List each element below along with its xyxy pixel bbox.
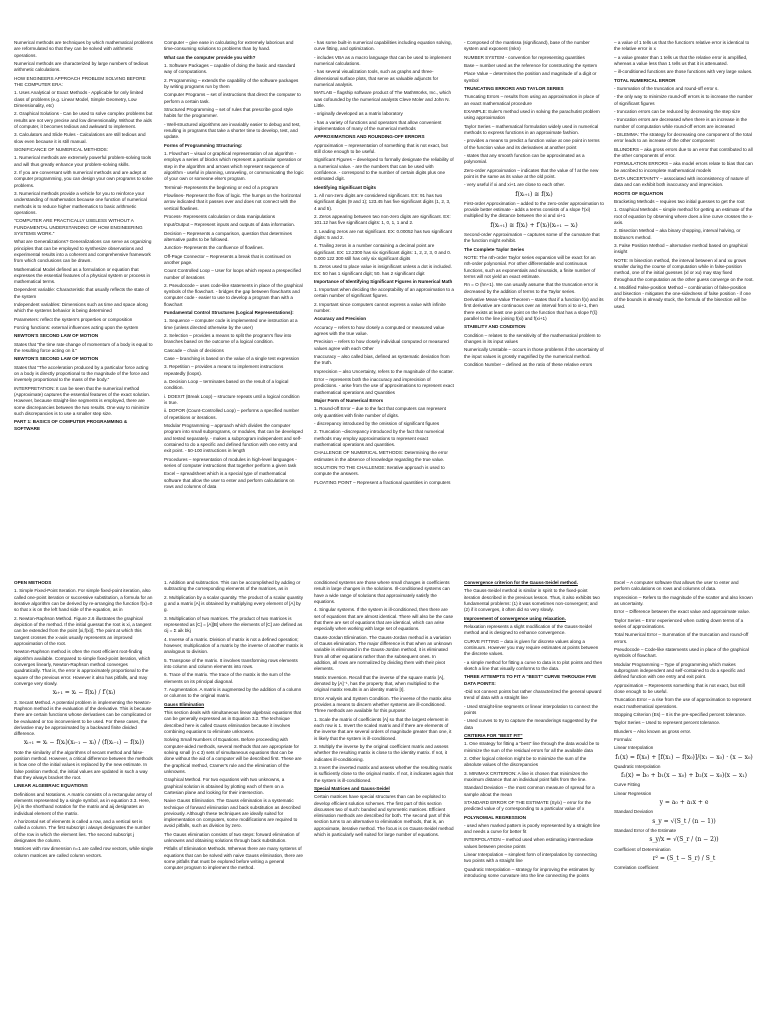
paragraph: Independent variables: Dimensions such as time and space along which the systems behavior is being determined	[14, 302, 148, 314]
paragraph: NEWTON'S SECOND LAW OF MOTION	[14, 356, 99, 362]
paragraph: Excel – spreadsheet which is a special type of mathematical software that allow the user to enter and perform calculations on rows and columns of data	[164, 471, 295, 490]
paragraph: OPEN METHODS	[14, 580, 52, 585]
paragraph: Rn = O (hn+1). We can usually assume that the truncation error is decreased by the addition of terms to the Taylor series.	[464, 282, 598, 294]
paragraph: States that "the time rate change of momentum of a body is equal to the resulting force acting on it."	[14, 341, 153, 354]
paragraph: NOTE: In bisection method, the interval between xl and xu grows smaller during the course of computation while in false-position method, one of the initial guesses (xl or xu) may stay fixed throughout the computation as the other guess converge on the root.	[614, 257, 754, 282]
paragraph: INTERPRETATION: It can be seen that the numerical method (Approximate) captures the essential features of the exact solution. However, because straight-line segments is employed, there are some discrepancies between the two results. One way to minimize such discrepancies is to use a smaller step size.	[14, 385, 151, 417]
paragraph: Second-order Approximation – captures some of the curvature that the function might exhibit.	[464, 232, 600, 244]
paragraph: 1. Important when deciding the acceptability of an approximation to a certain number of significant figures.	[314, 287, 454, 299]
column-5	[614, 580, 754, 1020]
paragraph: What can the computer provide you with?	[164, 54, 256, 60]
paragraph: Condition – relates to the sensitivity of the mathematical problem to changes in its input values	[464, 332, 601, 344]
paragraph: Derivative Mean-Value Theorem – states that if a function f(x) and its first derivative are continuous over an interval from xi to xi+1, then there exists at least one point on the function that has a slope f′(ξ) parallel to the line joining f(xi) and f(xi+1)	[464, 297, 604, 322]
paragraph: - includes VBA as a macro language that can be used to implement numerical calculations.	[314, 54, 451, 66]
paragraph: Certain matrices have special structures than can be exploited to develop efficient solution schemes. The first part of this section discusses two of such: banded and symmetric matrices. Efficient elimination methods are described for both. The second part of this section turns to an alternative to elimination methods, that is, an approximate, iterative method. The focus is on Gauss-Seidel method which is particularly well suited for large number of equations.	[314, 794, 454, 838]
column-4	[464, 40, 604, 580]
paragraph: Improvement of convergence using relaxation.	[464, 615, 566, 621]
paragraph: 2. Multiply the inverse by the original coefficient matrix and assess whether the resulting matrix is close to the identity matrix. If not, it indicates ill-conditioning.	[314, 743, 449, 762]
paragraph: 1. Sequence – computer code is implemented one instruction at a time (unless directed otherwise by the user)	[164, 318, 298, 330]
paragraph: Coefficient of Determination	[614, 846, 671, 852]
paragraph: BLUNDERS – aka gross errors due to an error that contributed to all the other components of error.	[614, 146, 753, 158]
paragraph: - truncation errors are decreased when there is an increase in the number of computation while round-off errors are increased	[614, 117, 748, 129]
paragraph: 2. Newton-Raphson Method. Figure 2.6 illustrates the graphical depiction of the method. If the initial guessat the root is xi, a tangent can be extended from the point [xi,f(xi)]. The point at which this tangent crosses the x-axis usually represents an improved approximation of the root.	[14, 615, 152, 646]
paragraph: 1. Round-off Error – due to the fact that computers can represent only quantities with finite number of digits.	[314, 406, 446, 418]
paragraph: Mathematical Model defined as a formulation or equation that expresses the essential features of a physical system or process in mathematical terms.	[14, 266, 151, 285]
paragraph: - DILEMMA: The strategy for decreasing one component of the total error leads to an increase of the other component	[614, 131, 752, 144]
paragraph: STABILITY AND CONDITION	[464, 324, 526, 330]
paragraph: Procedures – representation of modules in high-level languages - series of computer instructions that together perform a given task	[164, 456, 297, 469]
paragraph: States that "The acceleration produced by a particular force acting on a body is directly proportional to the magnitude of the force and inversely proportional to the mass of the body."	[14, 364, 149, 383]
paragraph: Numerically Unstable – occurs in those problems if the uncertainty of the input values is grossly magnified by the numerical method.	[464, 347, 604, 359]
paragraph: a. Decision Loop – terminates based on the result of a logical condition.	[164, 379, 289, 391]
paragraph: TRUNCATING ERRORS AND TAYLOR SERIES	[464, 85, 564, 91]
paragraph: - has several visualization tools, such as graphs and three-dimensional surface plots, that serve as valuable adjuncts for numerical analysis.	[314, 69, 439, 87]
paragraph: Error – represents both the inaccuracy and imprecision of predictions. - arise from the use of approximations to represent exact mathematical operations and Quantities	[314, 377, 454, 395]
paragraph: conditioned systems are those where small changes in coefficients result in large changes in the solutions. Ill-conditioned systems can have a wide range of solutions that approximately satisfy the equations.	[314, 580, 450, 604]
paragraph: Cascade – chain of decisions	[164, 347, 224, 353]
paragraph: Excel – A computer software that allows the user to enter and perform calculations on rows and columns of data.	[614, 580, 739, 592]
paragraph: 2. Multiplication by a scalar quantity. The product of a scalar quantity g and a matrix [A] is obtained by multiplying every element of [A] by g.	[164, 594, 303, 613]
paragraph: 7. Augmentation. A matrix is augmented by the addition of a column or columns to the original matrix.	[164, 686, 302, 699]
paragraph: The Gauss elimination consists of two steps: forward elimination of unknowns and obtaining solutions through back substitution.	[164, 831, 300, 844]
paragraph: - has some built-in numerical capabilities including equation solving, curve fitting, and optimization.	[314, 40, 452, 52]
paragraph: - a simple method for fitting a curve to data is to plot points and then sketch a line that visually conforms to the data.	[464, 659, 603, 671]
bottom-section	[14, 580, 754, 1020]
paragraph: 3. Calculators and Slide Rules - Calculations are still tedious and slow even because it is still manual.	[14, 132, 146, 144]
paragraph: -Did not connect points but rather characterized the general upward trend of data with a straight line	[464, 688, 602, 701]
paragraph: Newton-Raphson method is often the most efficient root-finding algorithm available. Compared to simple fixed-point iteration, which converges linearly, Newton-Raphson method converges quadratically. That is, the error is approximately proportional to the square of the previous error. However it also has pitfalls, and may converge very slowly.	[14, 649, 151, 686]
paragraph: 2. Important since computers cannot express a value with infinite number.	[314, 301, 446, 314]
paragraph: Bracketing Methods – requires two initial guesses to get the root	[614, 198, 745, 204]
paragraph: – a value of 1 tells us that the function's relative error is identical to the relative error in x	[614, 40, 750, 52]
paragraph: Base – number used as the reference for constructing the system	[464, 62, 598, 68]
paragraph: Dependent variable: Characteristic that usually reflects the state of the system	[14, 287, 150, 299]
paragraph: 3. Repetition – provides a means to implement instructions repeatedly (loops).	[164, 364, 284, 376]
column-3	[314, 580, 454, 1020]
paragraph: Imprecision – Refers to the magnitude of the scatter and also known as uncertainty.	[614, 594, 753, 606]
paragraph: - used when marked pattern is poorly represented by a straight line and needs a curve for better fit	[464, 822, 601, 835]
paragraph: ROOTS OF EQUATION	[614, 190, 664, 196]
paragraph: Quadratic Interpolation – strategy for improving the estimates by introducing some curvature into the line connecting the points	[464, 866, 595, 879]
paragraph: NUMBER SYSTEM - convention for representing quantities	[464, 54, 585, 60]
paragraph: Taylor Series – mathematical formulation widely used in numerical methods to express functions in an approximate fashion.	[464, 123, 599, 135]
paragraph: Identifying Significant Digits	[314, 184, 377, 190]
paragraph: INTERPOLATION – method used when estimating intermediate values between precise points	[464, 837, 594, 849]
paragraph: Curve Fitting	[614, 782, 641, 788]
paragraph: Truncation Error – a rise from the use of approximation to represent exact mathematical operations.	[614, 697, 752, 709]
paragraph: 1. Flowchart – visual or graphical representation of an algorithm - employs a series of blocks which represent a particular operation or step in the algorithm and arrows which represent sequence of algorithm - useful in planning, unraveling, or communicating the logic of your own or someone else's program.	[164, 150, 304, 182]
paragraph: - Used curves to try to capture the meanderings suggested by the data	[464, 718, 598, 730]
column-2	[164, 580, 304, 1020]
paragraph: Significant Figures – developed to formally designate the reliability of a numerical value. - are the numbers that can be used with confidence. - correspond to the number of certain digits plus one estimated digit.	[314, 157, 454, 182]
paragraph: 2. Selection – provides a means to split the program's flow into branches based on the outcome of a logical condition.	[164, 333, 292, 345]
paragraph: Special Matrices and Gauss-Seidel	[314, 785, 390, 791]
paragraph: THREE ATTEMPTS TO FIT A "BEST" CURVE THROUGH FIVE DATA POINTS:	[464, 674, 597, 686]
paragraph: 1. Simple Fixed-Point Iteration. For simple fixed-point iteration, also called one-point iteration or successive substitution, a formula for an iterative algorithm can be derived by re-arranging the function f(x)=0 so that x is on the left hand side of the equation, as in	[14, 588, 153, 613]
paragraph: - the only way to minimize round-off errors is to increase the number of significant figures	[614, 94, 753, 106]
paragraph: - provides a means to predict a function value at one point in terms of the function value and its derivatives at another point	[464, 138, 600, 150]
paragraph: i. DOEXIT (Break Loop) – structure repeats until a logical condition is true.	[164, 393, 300, 406]
paragraph: MATLAB – flagship software product of The MathWorks, Inc., which was cofounded by the numerical analysts Cleve Moler and John N. Little.	[314, 90, 452, 108]
paragraph: Condition Number – defined as the ratio of these relative errors	[464, 361, 593, 367]
paragraph: The Gauss-Seidel method is similar in spirit to the fixed-point iteration described in the previous lesson. Thus, it also exhibits two fundamental problems: (1) it was sometimes non-convergent; and (2) if it converges, it often did so very slowly.	[464, 588, 600, 613]
paragraph: 2. Graphical Solutions - Can be used to solve complex problems but results are not very precise and low dimensionality. Without the aids of computer, it becomes tedious and awkward to implement.	[14, 111, 153, 129]
paragraph: First-order Approximation – added to the zero-order approximation to provide better estimate - adds a terms consists of a slope f′(xi) multiplied by the distance between the xi and xi+1	[464, 200, 604, 219]
paragraph: Gauss-Jordan Elimination. The Gauss-Jordan method is a variation of Gauss elimination. The major difference is that when an unknown variable is eliminated in the Gauss-Jordan method, it is eliminated from all other equations rather than the subsequent ones. In addition, all rows are normalized by dividing them with their pivot elements.	[314, 634, 452, 672]
paragraph: Pitfalls of Elimination Methods. Whereas there are many systems of equations that can be solved with naive Gauss elimination, there are some pitfalls that must be explored before writing a general computer program to implement the method.	[164, 846, 303, 871]
paragraph: Correlation coefficient	[614, 865, 659, 871]
paragraph: Convergence criterion for the Gauss-Seidel method.	[464, 580, 578, 585]
paragraph: - Well-structured algorithms are invariably easier to debug and test, resulting in programs that take a shorter time to develop, test, and update.	[164, 121, 301, 140]
paragraph: 2. Truncation –discrepancy introduced by the fact that numerical methods may employ approximations to represent exact mathematical operations and quantities.	[314, 429, 445, 448]
paragraph: Note the similarity of the algorithms of secant method and false-position method. However, a critical difference between the methods is how one of the initial values is replaced by the new estimate. In false position method, the initial values are updated in such a way that they always bracket the root.	[14, 749, 153, 781]
paragraph: Count Controlled Loop – User for loops which repeat a prespecified number of iterations	[164, 268, 301, 280]
paragraph: 3. Leading zeros are not significant. EX: 0.00052 has two significant digits: 5 and 2.	[314, 228, 452, 240]
column-4	[464, 580, 604, 1020]
paragraph: Naive Gauss Elimination. The Gauss elimination is a systematic technique of forward elimination and back substitution as described previously. Although these techniques are ideally suited for implementation on computers, some modifications are required to avoid pitfalls, such as division by zero.	[164, 798, 301, 829]
column-3	[314, 40, 454, 580]
paragraph: What are Generalizations? Generalizations can serve as organizing principles that can be employed to synthesize observations and experimental results into a coherent and comprehensive framework from which conclusions can be drawn.	[14, 239, 152, 264]
paragraph: 2. Programming – extends the capability of the software packages by writing programs run by them	[164, 77, 299, 89]
paragraph: 2. Other logical criterion might be to minimize the sum of the absolute values of the discrepancies	[464, 755, 587, 768]
paragraph: Junction- Represents the confluence of flowlines.	[164, 245, 264, 251]
paragraph: CHALLENGE OF NUMERICAL METHODS: Determining the error estimates in the absence of knowledge regarding the true value.	[314, 450, 448, 462]
paragraph: SOLUTION TO THE CHALLENGE: Iterative approach is used to compute the answers.	[314, 465, 445, 477]
column-5	[614, 40, 754, 580]
paragraph: Input/Output – Represent inputs and outputs of data information.	[164, 222, 296, 228]
paragraph: 2. If you are conversant with numerical methods and are adept at computer programming, you can design your own programs to solve problems.	[14, 169, 153, 188]
column-1	[14, 40, 154, 580]
paragraph: Pseudocode – Code-like statements used in place of the graphical symbols of flowchart.	[614, 646, 749, 659]
paragraph: PART 1: BASICS OF COMPUTER PROGRAMMING & SOFTWARE	[14, 419, 128, 431]
paragraph: – a value greater than 1 tells us that the relative error is amplified, whereas a value less than 1 tells us that it is attenuated.	[614, 54, 748, 66]
formula: s_y = √(S_t / (n − 1))	[652, 817, 716, 825]
paragraph: Parameters: reflect the system's properties or composition	[14, 316, 133, 322]
paragraph: Approximation – Represents something that is not exact, but still close enough to be useful.	[614, 682, 745, 694]
top-section	[14, 40, 754, 580]
formula: xᵢ₊₁ = xᵢ − f(xᵢ)(xᵢ₋₁ − xᵢ) / (f(xᵢ₋₁) − f(xᵢ))	[23, 739, 145, 747]
paragraph: NEWTON'S SECOND LAW OF MOTION	[14, 333, 99, 339]
paragraph: Error – Difference between the exact value and approximate value.	[614, 609, 751, 615]
paragraph: Taylor Series – Error experienced when cutting down terms of a series of approximations.	[614, 617, 744, 629]
paragraph: 3. Invert the inverted matrix and assess whether the resulting matrix is sufficiently close to the original matrix. If not, it indicates again that the system is ill-conditioned.	[314, 764, 454, 783]
paragraph: Standard Error of the Estimate	[614, 827, 677, 833]
paragraph: Stopping Criterion (Es) – It is the pre-specified percent tolerance.	[614, 711, 747, 717]
paragraph: - truncation errors can be reduced by decreasing the step size	[614, 108, 741, 114]
formula: f(xᵢ₊₁) ≅ f(xᵢ)	[515, 190, 553, 198]
paragraph: Accuracy – refers to how closely a computed or measured value agrees with the true value.	[314, 324, 445, 337]
paragraph: Gauss Elimination	[164, 701, 205, 707]
paragraph: POLYNOMIAL REGRESSION	[464, 814, 527, 820]
paragraph: CRITERIA FOR "BEST FIT"	[464, 732, 523, 738]
paragraph: STANDARD ERROR OF THE ESTIMATE (Sy/x) – error for the predicted value of y corresponding to a particular value of x	[464, 799, 592, 812]
paragraph: Zero-order Approximation – indicates that the value of f at the new point is the same as its value at the old point.	[464, 167, 599, 179]
paragraph: 1. One strategy for fitting a "best" line through the data would be to minimize the sum of the residual errors for all the available data	[464, 741, 600, 753]
paragraph: - Summation of the truncation and round-off error s.	[614, 85, 719, 91]
paragraph: Case – branching is based on the value of a single test expression	[164, 356, 300, 362]
paragraph: 1. Graphical Methods – simple method for getting an estimate of the root of equation by observing where does a line curve crosses the x-axis.	[614, 207, 753, 225]
paragraph: 3. Multiplication of two matrices. The product of two matrices is represented as [C] = [A][B] where the elements of [C] are defined as cij = Σ aik bkj	[164, 615, 303, 634]
paragraph: 4. Singular systems. If the system is ill-conditioned, then there are set of equations that are almost identical. There will also be the case that there are set of equations that are identical, which can arise especially when working with large set of equations.	[314, 607, 454, 632]
paragraph: CURVE FITTING – data is given for discrete values along a continuum. However you may require estimates at points between the discrete values.	[464, 638, 599, 657]
paragraph: NOTE: The nth-order Taylor series expansion will be exact for an nth-order polynomial. For other differentiable and continuous functions, such as exponentials and sinusoids, a finite number of terms will not yield an exact estimate.	[464, 255, 596, 280]
paragraph: LINEAR ALGEBRAIC EQUATIONS	[14, 783, 88, 789]
paragraph: Graphical Method. For two equations with two unknowns, a graphical solution is obtained by plotting each of them on a Cartesian plane and looking for their intersection.	[164, 777, 285, 795]
paragraph: Place Value – determines the position and magnitude of a digit or symbol	[464, 71, 597, 83]
paragraph: – ill-conditioned functions are those functions with very large values.	[614, 69, 753, 75]
paragraph: 3. False Position Method – alternative method based on graphical insight	[614, 242, 748, 255]
paragraph: Numerical methods are characterized by large numbers of tedious arithmetic calculations.	[14, 60, 149, 73]
paragraph: 3. Numerical methods provide a vehicle for you to reinforce your understanding of mathematics because one function of numerical methods is to reduce higher mathematics to basic arithmetic operations.	[14, 190, 147, 215]
paragraph: 3. MINIMAX CRITERION: A line is chosen that minimizes the maximum distance that an individual point falls from the line.	[464, 770, 588, 782]
paragraph: TOTAL NUMERICAL ERROR	[614, 77, 676, 83]
column-1	[14, 580, 154, 1020]
paragraph: Linear Interpolation	[614, 745, 654, 751]
paragraph: Process- Represents calculation or data manipulations	[164, 213, 276, 219]
formula: y = a₀ + a₁x + e	[659, 799, 709, 807]
paragraph: Decision – Represents a comparison, question that determines alternative paths to be followed.	[164, 230, 292, 242]
paragraph: 1. Software Packages – capable of doing the basic and standard way of computations.	[164, 62, 296, 75]
paragraph: Linear Regression	[614, 790, 652, 796]
paragraph: Off-Page Connector – Represents a break that is continued on another page.	[164, 253, 292, 265]
formula: f₁(x) = f(x₀) + [f(x₁) − f(x₀)]/(x₁ − x₀) · (x − x₀)	[615, 753, 753, 761]
paragraph: SIGNIFICANCE OF NUMERICAL METHODS:	[14, 146, 109, 152]
paragraph: The Complete Taylor Series	[464, 246, 525, 252]
paragraph: - Composed of the mantissa (significand), base of the number system and exponent (mkn)	[464, 40, 590, 52]
paragraph: Computer Programs – set of instructions that direct the computer to perform a certain task.	[164, 92, 301, 104]
paragraph: 4. Trailing zeros in a number containing a decimal point are significant. EX: 12.2300 has six significant digits: 1, 2, 2, 3, 0 and 0. 0.000 122 300 still has only six significant digits	[314, 243, 452, 261]
paragraph: 4. Modified False-position Method – combination of false-position and bisection - mitigates the one-sidedness of false position - if one of the bounds is already stuck, the formula of the bisection will be used.	[614, 284, 751, 309]
formula: f(xᵢ₊₁) ≅ f(xᵢ) + f′(xᵢ)(xᵢ₊₁ − xᵢ)	[490, 221, 578, 229]
paragraph: Computer – give ease in calculating for extremely laborious and time-consuming solutions to problems than by hand.	[164, 40, 294, 52]
paragraph: - discrepancy introduced by the omission of significant figures	[314, 421, 440, 427]
paragraph: Major Form of Numerical Errors	[314, 398, 384, 404]
paragraph: Imprecision – also Uncertainty, refers to the magnitude of the scatter.	[314, 368, 454, 374]
formula: xᵢ₊₁ = xᵢ − f(xᵢ) / f′(xᵢ)	[52, 689, 116, 697]
paragraph: Total Numerical Error – Summation of the truncation and round-off errors.	[614, 632, 749, 644]
paragraph: Modular Programming – Type of programming which makes subprogram independent and self-contained to do a specific and defined function with one entry and exit point.	[614, 661, 745, 680]
paragraph: 3. Secant Method. A potential problem in implementing the Newton-Raphson method is the evaluation of the derivative. This is because there are certain functions whose derivatives can be complicated or be evaluated or too inconvenient to be used. For these cases, the derivative may be approximated by a backward finite divided difference.	[14, 699, 152, 737]
paragraph: Terminal- Represents the beginning or end of a program	[164, 184, 279, 190]
paragraph: FLOATING POINT – Represent a fractional quantities in computers	[314, 479, 451, 485]
paragraph: Approximation – representation of something that is not exact, but still close enough to be useful.	[314, 142, 448, 154]
paragraph: - very useful if xi and xi+1 are close to each other.	[464, 182, 565, 188]
paragraph: Numerical methods are techniques by which mathematical problems are reformulated so that they can be solved with arithmetic operations.	[14, 40, 153, 58]
paragraph: 1. Uses Analytical or Exact Methods - Applicable for only limited class of problems (e.g. Linear Model, Simple Geometry, Low Dimensionality, etc)	[14, 90, 144, 108]
paragraph: Relaxation represents a slight modification of the Gauss-Seidel method and is designed to enhance convergence.	[464, 623, 592, 636]
paragraph: Error Analysis and System Condition. The inverse of the matrix also provides a means to discern whether systems are ill-conditioned. Three methods are available for this purpose:	[314, 695, 452, 714]
paragraph: FORMULATION ERRORS – aka model errors relate to bias that can be ascribed to incomplete mathematical models	[614, 161, 753, 173]
paragraph: 2. Zeros appearing between two non-zero digits are significant. EX: 101.12 has five significant digits: 1, 0, 1, 1 and 2.	[314, 213, 451, 226]
paragraph: 5. Transpose of the matrix. It involves transforming rows elements into column and column elements into rows.	[164, 657, 298, 669]
paragraph: 2. Pseudocode – uses code-like statements in place of the graphical symbols of the flowchart. - bridges the gap between flowcharts and computer code - easier to use to develop a program than with a flowchart	[164, 282, 303, 307]
paragraph: Precision – refers to how closely individual computed or measured values agree with each Other	[314, 339, 449, 351]
paragraph: 4. Inverse of a matrix. Division of matrix is not a defined operation; however, multiplication of a matrix by the inverse of another matrix is analogous to division.	[164, 636, 304, 655]
paragraph: - Used straight-line segments or linear interpolation to connect the points	[464, 703, 599, 715]
paragraph: 1. Numerical methods are extremely powerful problem-solving tools and will thus greatly enhance your problem-solving skills.	[14, 155, 152, 167]
paragraph: Matrix Inversion. Recall that the inverse of the square matrix [A], denoted by [A]⁻¹, has the property that, when multiplied to the original matrix results in an identity matrix [I].	[314, 674, 445, 693]
paragraph: - states that any smooth function can be approximated as a polynomial.	[464, 152, 585, 165]
paragraph: Truncating Errors – results from using an approximation in place of an exact mathematical procedure	[464, 94, 600, 106]
paragraph: Standard Deviation	[614, 809, 654, 815]
paragraph: DATA UNCERTAINTY – associated with inconsistency of nature of data and can exhibit both inaccuracy and imprecision.	[614, 175, 749, 188]
paragraph: 1. Addition and subtraction. This can be accomplished by adding or subtracting the corresponding elements of the matrices, as in	[164, 580, 301, 592]
paragraph: Forms of Programming Structuring:	[164, 142, 243, 148]
paragraph: Taylor Series – Used to represent percent tolerance.	[614, 720, 721, 726]
paragraph: "COMPUTER ARE PRACTICALLY USELESS WITHOUT A FUNDAMENTAL UNDERSTANDING OF HOW ENGINEERING SYSTEMS WORK."	[14, 218, 143, 236]
paragraph: - originally developed as a matrix laboratory	[314, 111, 403, 117]
paragraph: 2. Bisection Method – aka binary chopping, interval halving, or Bolzano's method.	[614, 228, 741, 240]
paragraph: A horizontal set of elements is called a row, and a vertical set is called a column. The first subscript i always designates the number of the row in which the element lies. The second subscript j designates the column.	[14, 819, 151, 844]
formula: r² = (S_t − S_r) / S_t	[652, 854, 716, 862]
paragraph: Quadratic Interpolation	[614, 763, 661, 769]
paragraph: Modular Programming – approach which divides the computer program into small subprograms, or modules, that can be developed and tested separately. - makes a subprogram independent and self-contained to do a specific and defined function with one entry and exit point. - 50-100 instructions in length	[164, 423, 303, 454]
paragraph: 1. All non-zero digits are considered significant. EX: 91 has two significant digits (9 and 1); 123.45 has five significant digits (1, 2, 3, 4 and 5).	[314, 192, 451, 211]
paragraph: Inaccuracy – also called bias, defined as systematic deviation from the truth.	[314, 354, 450, 366]
paragraph: Blunders – Also known as gross error.	[614, 728, 692, 734]
paragraph: ii. DOFOR (Count-Controlled Loop) – performs a specified number of repetitions or iterations.	[164, 408, 300, 420]
paragraph: EXAMPLE: Euler's method used in solving the parachutist problem using approximation	[464, 108, 600, 121]
paragraph: Solving Small Numbers of Equations. Before proceeding with computer-aided methods, several methods that are appropriate for solving small (n ≤ 3) sets of simultaneous equations that can be done without the aid of a computer will be described first. These are the graphical method, Cramer's rule and the elimination of the unknowns.	[164, 737, 302, 774]
paragraph: Standard Deviation – the most common measure of spread for a sample about the mean	[464, 785, 595, 797]
paragraph: Linear Interpolation – simplest form of interpolation by connecting two points with a straight line	[464, 852, 597, 864]
paragraph: HOW ENGINEERS APPROACH PROBLEM SOLVING BEFORE THE COMPUTER ERA:	[14, 75, 146, 87]
paragraph: 6. Trace of the matrix. The trace of the matrix is the sum of the elements on its principal diagonal.	[164, 672, 291, 684]
paragraph: - has a variety of functions and operators that allow convenient implementation of many of the numerical methods	[314, 119, 442, 131]
paragraph: Structured Programming – set of rules that prescribe good style habits for the programmer.	[164, 106, 293, 119]
paragraph: 1. Scale the matrix of coefficients [A] so that the largest element in each row is 1. Invert the scaled matrix and if there are elements of the inverse that are several orders of magnitude greater than one, it is likely that the system is ill-conditioned.	[314, 716, 452, 741]
paragraph: Importance of Identifying Significant Figures in Numerical Math	[314, 278, 453, 284]
paragraph: Fundamental Control Structures (Logical Representations):	[164, 310, 294, 316]
paragraph: APPROXIMATIONS AND ROUNDING-OFF ERRORS	[314, 134, 425, 140]
paragraph: Forcing functions: external influences acting upon the system	[14, 325, 139, 331]
paragraph: 5. Zeros used to place value is insignificant unless a dot is included. EX: 50 has 1 significant digit; 50. has 2 significant digit	[314, 264, 452, 276]
formula: f₂(x) = b₀ + b₁(x − x₀) + b₂(x − x₀)(x − x₁)	[620, 772, 748, 780]
paragraph: This section deals with simultaneous linear algebraic equations that can be generally expressed as in Equation 3.2. The technique described here is called Gauss elimination because it involves combining equations to eliminate unknowns.	[164, 709, 302, 734]
paragraph: Flowlines- Represent the flow of logic. The humps on the horizontal arrow indicated that it passes over and does not connect with the vertical flowlines.	[164, 192, 301, 211]
paragraph: Definitions and Notations. A matrix consists of a rectangular array of elements represented by a single symbol, as in equation 3.3. Here, [A] is the shorthand notation for the matrix and aij designates an individual element of the matrix.	[14, 791, 152, 816]
column-2	[164, 40, 304, 580]
paragraph: Formula:	[614, 736, 633, 742]
formula: s_y/x = √(S_r / (n − 2))	[649, 836, 719, 844]
paragraph: Matrices with row dimension n=1 are called row vectors, while single column matrices are called column vectors.	[14, 846, 154, 858]
paragraph: Accuracy and Precision	[314, 316, 367, 322]
